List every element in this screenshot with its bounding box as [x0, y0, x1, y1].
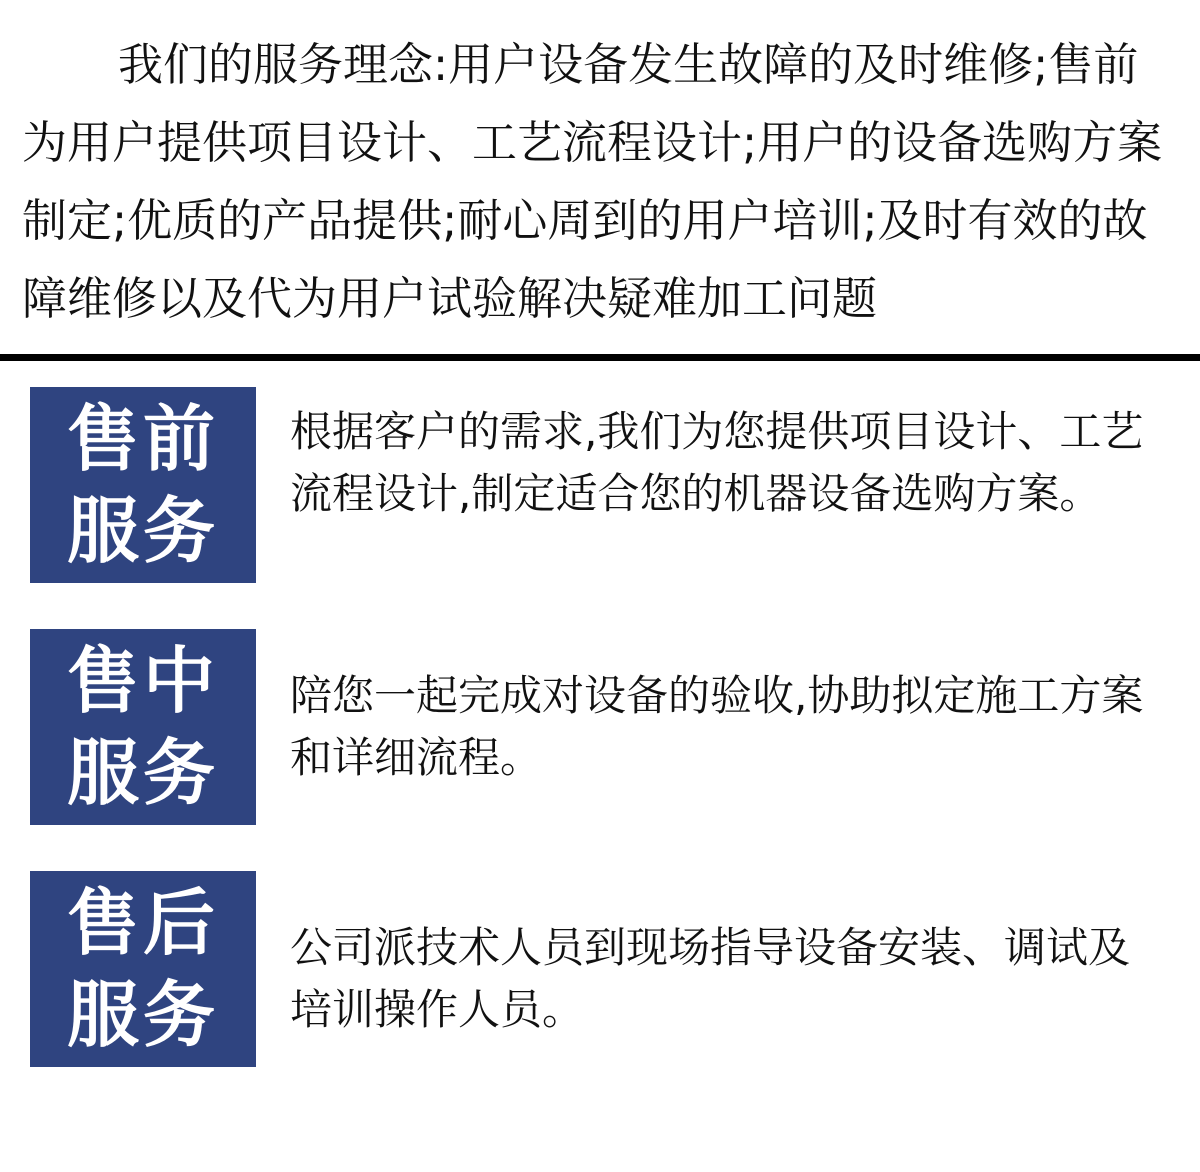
service-badge-after-sales [30, 871, 256, 1067]
section-divider [0, 354, 1200, 361]
service-description-mid-sales: 陪您一起完成对设备的验收,协助拟定施工方案和详细流程。 [290, 671, 1144, 782]
service-description-pre-sales: 根据客户的需求,我们为您提供项目设计、工艺流程设计,制定适合您的机器设备选购方案。 [290, 407, 1144, 518]
service-badge-mid-sales [30, 629, 256, 825]
service-description-after-sales: 公司派技术人员到现场指导设备安装、调试及培训操作人员。 [290, 923, 1131, 1034]
badge-line-1: 售中 [66, 639, 219, 723]
service-philosophy-text: 我们的服务理念:用户设备发生故障的及时维修;售前为用户提供项目设计、工艺流程设计;用户的设备选购方案制定;优质的产品提供;耐心周到的用户培训;及时有效的故障维修以及代为用户试验解决疑难加工问题 [22, 38, 1163, 325]
intro-section [0, 0, 1200, 338]
service-list [0, 361, 1200, 1067]
list-item [0, 871, 1200, 1067]
list-item [0, 629, 1200, 825]
list-item [0, 387, 1200, 583]
badge-line-2: 服务 [66, 731, 219, 815]
badge-line-2: 服务 [66, 973, 219, 1057]
service-badge-pre-sales [30, 387, 256, 583]
badge-line-1: 售后 [66, 881, 219, 965]
badge-line-2: 服务 [66, 489, 219, 573]
badge-line-1: 售前 [66, 397, 219, 481]
